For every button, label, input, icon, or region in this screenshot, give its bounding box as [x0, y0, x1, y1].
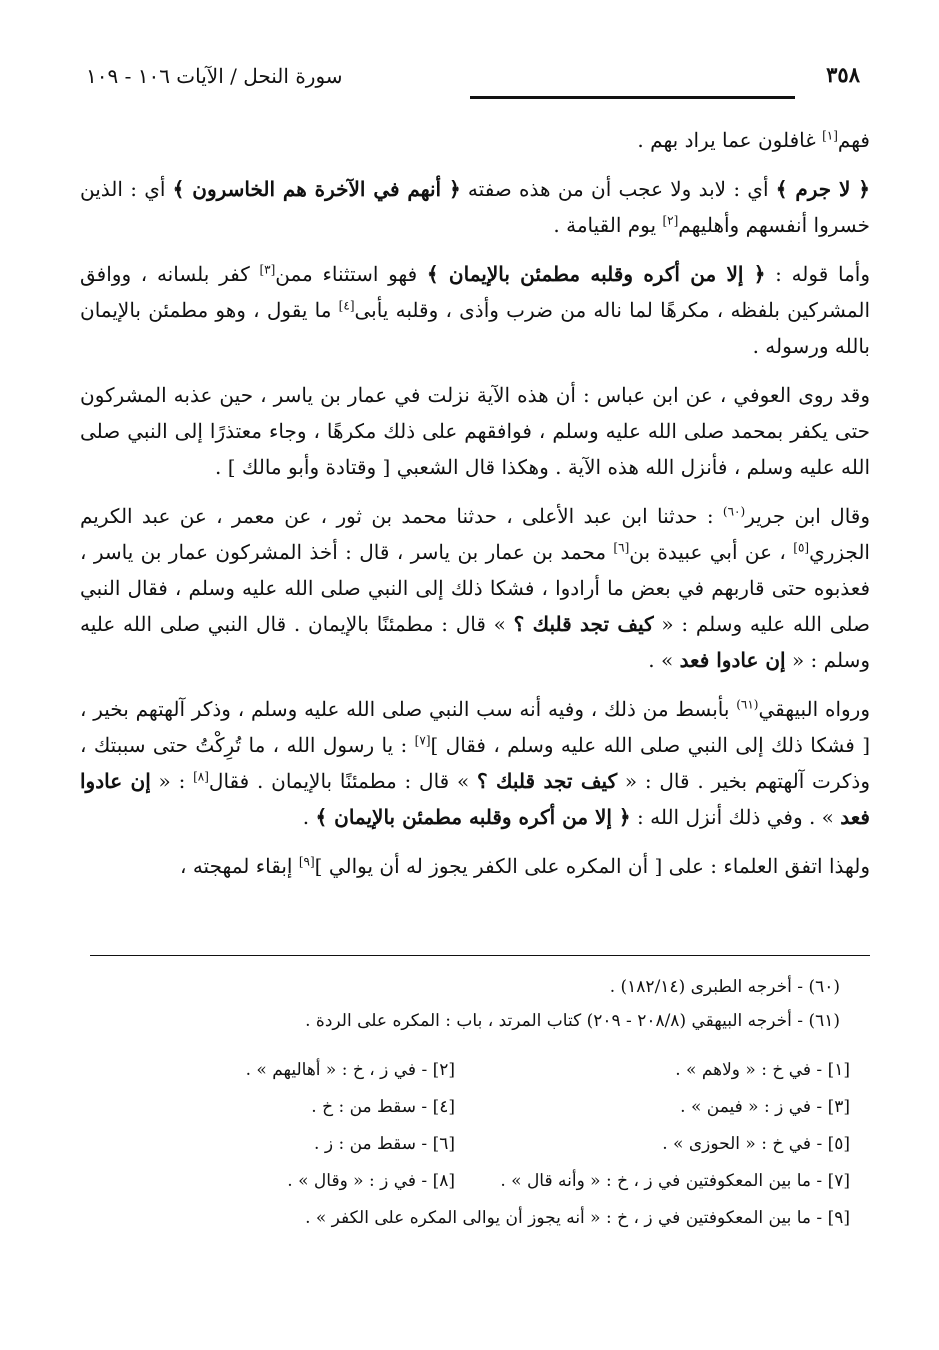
footnote-row — [80, 1089, 870, 1126]
text-run: غافلون عما يراد بهم . — [637, 128, 823, 152]
quran-quote: ﴿ لا جرم ﴾ — [775, 177, 870, 201]
variant-footnote: [٢] - في ز ، خ : « أهاليهم » . — [245, 1060, 455, 1080]
variant-footnote: [٩] - ما بين المعكوفتين في ز ، خ : « أنه يجوز أن يوالى المكره على الكفر » . — [305, 1208, 850, 1228]
text-run: ، عن أبي عبيدة بن — [629, 540, 794, 564]
source-footnote: (٦٠) - أخرجه الطبرى (١٨٢/١٤) . — [609, 977, 840, 997]
quran-quote: ﴿ إلا من أكره وقلبه مطمئن بالإيمان ﴾ — [315, 805, 631, 829]
note-marker: [٦] — [613, 540, 630, 555]
variant-footnote: [٤] - سقط من : خ . — [311, 1097, 455, 1117]
text-run: : حدثنا ابن عبد الأعلى ، حدثنا محمد بن ثور ، عن معمر ، عن عبد الكريم الجزري — [80, 504, 870, 564]
paragraph — [80, 848, 870, 884]
page-number: ٣٥٨ — [826, 62, 860, 87]
note-marker: [٣] — [259, 262, 276, 277]
note-marker: [١] — [822, 128, 838, 143]
book-page — [70, 40, 870, 1310]
paragraph — [80, 498, 870, 678]
quran-quote: إن عادوا فعد — [679, 648, 786, 672]
text-run: محمد بن عمار بن ياسر ، قال : أخذ المشركون عمار بن ياسر ، فعذبوه حتى قاربهم في بعض ما أرادوا ، فشكا ذلك إلى النبي صلى الله عليه وسلم ، فقال النبي صلى الله عليه وسلم : « — [80, 540, 870, 636]
header-rule — [470, 96, 795, 99]
note-marker: (٦٠) — [722, 504, 746, 519]
note-marker: (٦١) — [736, 697, 759, 712]
text-run: وقال ابن جرير — [745, 504, 871, 528]
note-marker: [٩] — [298, 854, 315, 869]
variant-footnote: [٣] - في ز : « فيمن » . — [680, 1097, 850, 1117]
text-run: » قال : مطمئنًا بالإيمان . فقال — [208, 769, 478, 793]
text-run: . — [302, 805, 316, 829]
text-run: وقد روى العوفي ، عن ابن عباس : أن هذه الآية نزلت في عمار بن ياسر ، حين عذبه المشركون حتى يكفر بمحمد صلى الله عليه وسلم ، فوافقهم على ذلك مكرهًا ، وجاء معتذرًا إلى النبي صلى الله عليه وسلم ، فأنزل الله هذه الآية . وهكذا قال الشعبي [ وقتادة وأبو مالك ] . — [80, 383, 870, 479]
text-run: فهم — [837, 128, 870, 152]
note-marker: [٢] — [662, 213, 679, 228]
text-run: : « — [150, 769, 194, 793]
running-header — [70, 58, 870, 102]
quran-quote: ﴿ إلا من أكره وقلبه مطمئن بالإيمان ﴾ — [426, 262, 766, 286]
footnote-row — [80, 1163, 870, 1200]
note-marker: [٨] — [193, 769, 209, 784]
variant-footnote: [٥] - في خ : « الحوزى » . — [662, 1134, 850, 1154]
text-run: فهو استثناء ممن — [275, 262, 427, 286]
variant-footnote: [١] - في خ : « ولاهم » . — [675, 1060, 850, 1080]
text-run: إبقاء لمهجته ، — [180, 854, 299, 878]
variant-footnotes — [80, 1052, 870, 1237]
text-run: ولهذا اتفق العلماء : على [ أن المكره على الكفر يجوز له أن يوالي ] — [314, 854, 870, 878]
footnote-row — [80, 1200, 870, 1237]
variant-footnote: [٨] - في ز : « وقال » . — [287, 1171, 455, 1191]
quran-quote: إن عادوا فعد — [80, 769, 870, 829]
quran-quote: كيف تجد قلبك ؟ — [513, 612, 654, 636]
text-run: أي : لابد ولا عجب أن من هذه صفته — [460, 177, 776, 201]
text-run: أي : الذين خسروا أنفسهم وأهليهم — [80, 177, 870, 237]
source-footnotes — [80, 970, 870, 1038]
paragraph — [80, 171, 870, 243]
text-run: » قال : مطمئنًا بالإيمان . قال النبي صلى الله عليه وسلم : « — [80, 612, 870, 672]
variant-footnote: [٧] - ما بين المعكوفتين في ز ، خ : « وأنه قال » . — [500, 1171, 850, 1191]
footnote-row — [80, 1052, 870, 1089]
footnote-row — [80, 1126, 870, 1163]
text-run: يوم القيامة . — [553, 213, 663, 237]
text-run: وأما قوله : — [765, 262, 870, 286]
text-run: ورواه البيهقي — [758, 697, 870, 721]
paragraph — [80, 691, 870, 835]
paragraph — [80, 377, 870, 485]
running-title: سورة النحل / الآيات ١٠٦ - ١٠٩ — [86, 64, 343, 88]
paragraph — [80, 256, 870, 364]
paragraph — [80, 122, 870, 158]
source-footnote: (٦١) - أخرجه البيهقي (٢٠٨/٨ - ٢٠٩) كتاب المرتد ، باب : المكره على الردة . — [305, 1011, 840, 1031]
text-run: : يا رسول الله ، ما تُرِكْتُ حتى سببتك ، وذكرت آلهتهم بخير . قال : « — [80, 733, 870, 793]
text-run: ما يقول ، وهو مطمئن بالإيمان بالله ورسوله . — [80, 298, 870, 358]
text-run: بأبسط من ذلك ، وفيه أنه سب النبي صلى الله عليه وسلم ، وذكر آلهتهم بخير ، [ فشكا ذلك إلى النبي صلى الله عليه وسلم ، فقال ] — [80, 697, 870, 757]
text-run: » . — [648, 648, 680, 672]
note-marker: [٧] — [414, 733, 431, 748]
text-run: » . وفي ذلك أنزل الله : — [630, 805, 841, 829]
main-text — [80, 122, 870, 897]
variant-footnote: [٦] - سقط من : ز . — [314, 1134, 455, 1154]
quran-quote: ﴿ أنهم في الآخرة هم الخاسرون ﴾ — [172, 177, 461, 201]
note-marker: [٤] — [338, 298, 355, 313]
quran-quote: كيف تجد قلبك ؟ — [477, 769, 618, 793]
footnote-divider — [90, 955, 870, 956]
text-run: كفر بلسانه ، ووافق المشركين بلفظه ، مكرهًا لما ناله من ضرب وأذى ، وقلبه يأبى — [80, 262, 870, 322]
note-marker: [٥] — [793, 540, 810, 555]
